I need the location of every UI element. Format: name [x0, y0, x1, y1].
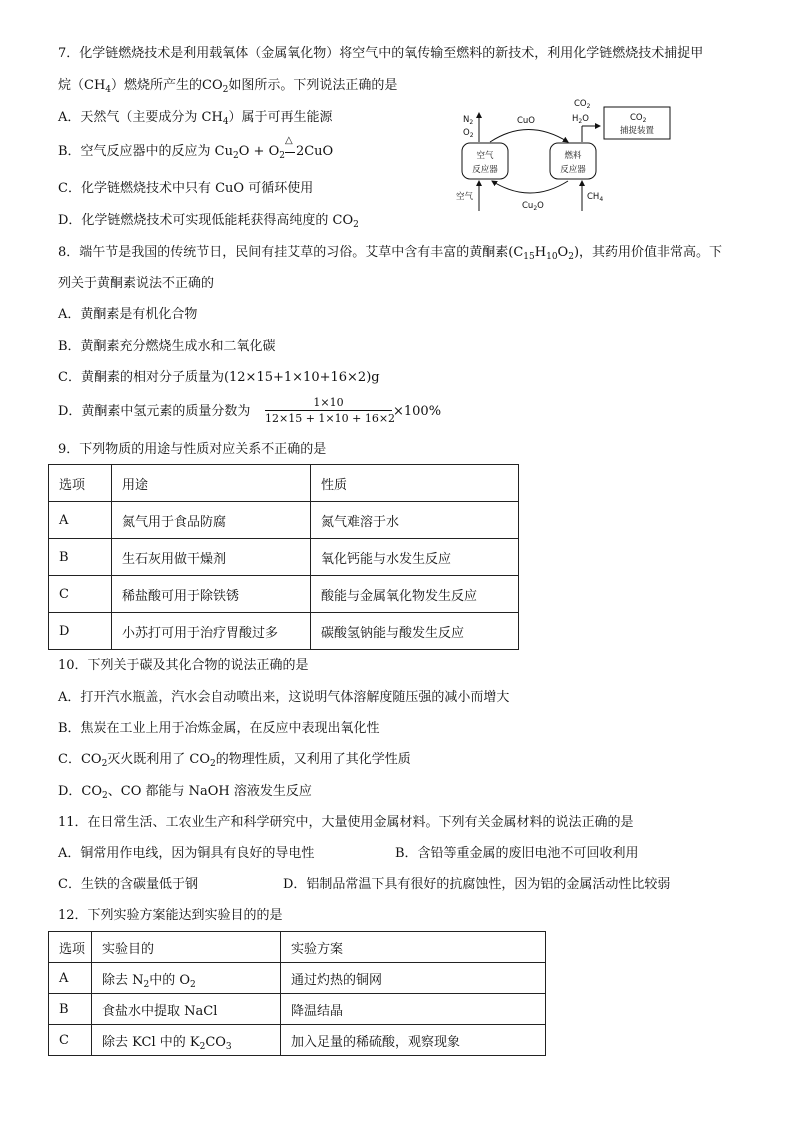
q10-option-c: C．$CO_2$灭火既利用了 $CO_2$的物理性质，又利用了其化学性质 — [58, 752, 411, 769]
table-row — [49, 539, 519, 576]
air-reactor-label-2: 反应器 — [472, 165, 498, 175]
q8-option-b: B．黄酮素充分燃烧生成水和二氧化碳 — [58, 339, 276, 354]
cell-property: 酸能与金属氧化物发生反应 — [311, 576, 519, 613]
q10-option-a: A．打开汽水瓶盖，汽水会自动喷出来，这说明气体溶解度随压强的减小而增大 — [58, 690, 510, 705]
q7-option-b: B．空气反应器中的反应为 $Cu_2O + O_2$ △ 2CuO — [58, 143, 333, 161]
fraction-denominator: 12×15 + 1×10 + 16×2 — [265, 412, 396, 425]
header-purpose: 实验目的 — [92, 932, 281, 963]
q7-option-d: D．化学链燃烧技术可实现低能耗获得高纯度的 $CO_2$ — [58, 213, 359, 230]
fuel-reactor-label-1: 燃料 — [564, 151, 582, 161]
q7-stem-line2: 烷$(CH_4)$燃烧所产生的$CO_2$如图所示。下列说法正确的是 — [58, 78, 398, 95]
q8-option-c: C．黄酮素的相对分子质量为(12×15+1×10+16×2)g — [58, 370, 380, 385]
heat-condition: △ — [284, 135, 293, 146]
table-row — [49, 576, 519, 613]
q10-option-d: D．$CO_2$、CO 都能与 NaOH 溶液发生反应 — [58, 784, 312, 801]
table-row — [49, 613, 519, 650]
header-option: 选项 — [49, 465, 112, 502]
q10-stem: 10．下列关于碳及其化合物的说法正确的是 — [58, 658, 309, 673]
cell-option: A — [49, 502, 112, 539]
cell-property: 碳酸氢钠能与酸发生反应 — [311, 613, 519, 650]
header-plan: 实验方案 — [281, 932, 546, 963]
q9-table — [48, 464, 519, 650]
cuo-label: CuO — [516, 116, 536, 126]
q8-option-a: A．黄酮素是有机化合物 — [58, 307, 198, 322]
cell-option: D — [49, 613, 112, 650]
co2-h2o-outlet-arrow — [582, 124, 596, 142]
cell-use: 生石灰用做干燥剂 — [112, 539, 311, 576]
fraction-numerator: 1×10 — [313, 396, 344, 409]
table-row — [49, 963, 546, 994]
table-row — [49, 994, 546, 1025]
cu2o-label: $Cu_2O$ — [522, 201, 544, 212]
air-inlet-label: 空气 — [456, 192, 474, 202]
header-use: 用途 — [112, 465, 311, 502]
header-property: 性质 — [311, 465, 519, 502]
cell-purpose: 除去 KCl 中的 $K_2CO_3$ — [92, 1025, 281, 1056]
q8-stem-line2: 列关于黄酮素说法不正确的 — [58, 276, 215, 291]
q7-option-c: C．化学链燃烧技术中只有 CuO 可循环使用 — [58, 181, 314, 196]
q12-table — [48, 931, 546, 1056]
air-reactor-label-1: 空气 — [476, 151, 494, 161]
cell-property: 氧化钙能与水发生反应 — [311, 539, 519, 576]
cell-option: A — [49, 963, 92, 994]
q11-option-c: C．生铁的含碳量低于钢 — [58, 877, 198, 892]
table-header-row — [49, 932, 546, 963]
cell-use: 小苏打可用于治疗胃酸过多 — [112, 613, 311, 650]
q11-option-d: D．铝制品常温下具有很好的抗腐蚀性，因为铝的金属活动性比较弱 — [283, 877, 671, 892]
o2-label: $O_2$ — [463, 128, 474, 139]
capture-label: 捕捉装置 — [619, 126, 655, 136]
cell-plan: 通过灼热的铜网 — [281, 963, 546, 994]
q8-option-d: D．黄酮素中氢元素的质量分数为 — [58, 404, 251, 419]
chemical-looping-diagram — [450, 95, 710, 213]
q7-stem-line1: 7．化学链燃烧技术是利用载氧体（金属氧化物）将空气中的氧传输至燃料的新技术，利用化学链燃烧技术捕捉甲 — [58, 46, 704, 61]
q11-option-a: A．铜常用作电线，因为铜具有良好的导电性 — [58, 846, 315, 861]
cell-plan: 降温结晶 — [281, 994, 546, 1025]
ch4-label: $CH_4$ — [587, 192, 604, 203]
capture-co2-label: $CO_2$ — [630, 113, 647, 124]
q11-stem: 11．在日常生活、工农业生产和科学研究中，大量使用金属材料。下列有关金属材料的说法正确的是 — [58, 815, 634, 830]
cell-purpose: 除去 $N_2$中的 $O_2$ — [92, 963, 281, 994]
table-row — [49, 502, 519, 539]
h2o-outlet-label: $H_2O$ — [572, 114, 589, 125]
table-header-row — [49, 465, 519, 502]
q7-option-a: A．天然气（主要成分为 $CH_4$）属于可再生能源 — [58, 110, 333, 127]
fraction-percent: ×100% — [393, 404, 442, 419]
header-option: 选项 — [49, 932, 92, 963]
q12-stem: 12．下列实验方案能达到实验目的的是 — [58, 908, 283, 923]
cu2o-arrow — [492, 181, 568, 193]
n2-label: $N_2$ — [463, 115, 474, 126]
cell-option: B — [49, 994, 92, 1025]
q10-option-b: B．焦炭在工业上用于冶炼金属，在反应中表现出氧化性 — [58, 721, 380, 736]
cuo-arrow — [490, 130, 568, 143]
cell-purpose: 食盐水中提取 NaCl — [92, 994, 281, 1025]
cell-option: C — [49, 1025, 92, 1056]
cell-property: 氮气难溶于水 — [311, 502, 519, 539]
cell-option: C — [49, 576, 112, 613]
cell-use: 稀盐酸可用于除铁锈 — [112, 576, 311, 613]
co2-outlet-label: $CO_2$ — [574, 99, 591, 110]
h-mass-fraction — [265, 396, 396, 425]
cell-option: B — [49, 539, 112, 576]
table-row — [49, 1025, 546, 1056]
fuel-reactor-label-2: 反应器 — [560, 165, 586, 175]
q9-stem: 9．下列物质的用途与性质对应关系不正确的是 — [58, 442, 327, 457]
q11-option-b: B．含铅等重金属的废旧电池不可回收利用 — [395, 846, 639, 861]
q8-stem-line1: 8．端午节是我国的传统节日，民间有挂艾草的习俗。艾草中含有丰富的黄酮素$(C_{15}H_{10}O_2)$，其药用价值非常高。下 — [58, 245, 723, 262]
cell-use: 氮气用于食品防腐 — [112, 502, 311, 539]
cell-plan: 加入足量的稀硫酸，观察现象 — [281, 1025, 546, 1056]
